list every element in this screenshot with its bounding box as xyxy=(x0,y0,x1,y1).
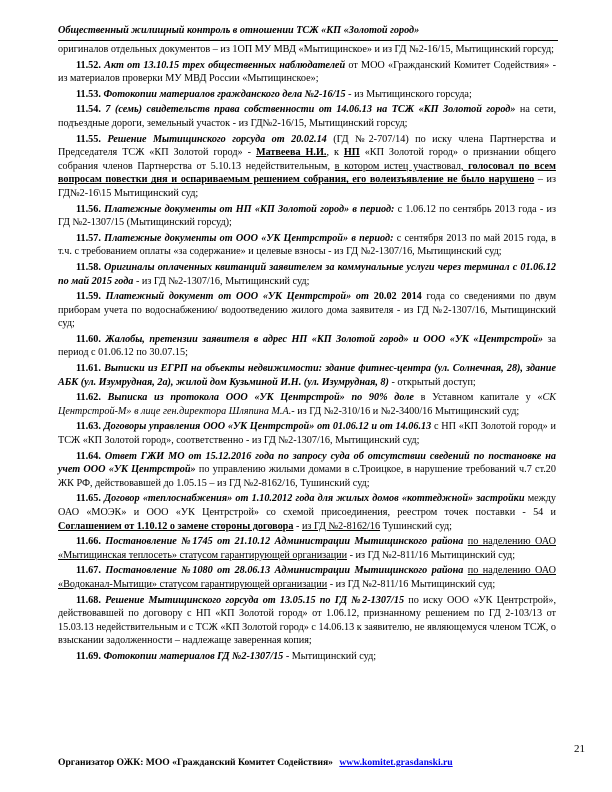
item-text: с НП «КП Золотой город» и ТСЖ «КП Золотой город», соответственно - из ГД №2-1307/16, Мытищинский суд; xyxy=(58,421,556,447)
item-text: НП xyxy=(343,147,360,159)
item-text: - из Мытищинского горсуда; xyxy=(345,88,472,100)
item-text: голосовал по всем вопросам повестки дня и оспариваемым решением собрания, его волеизъявление не было нарушено xyxy=(58,160,556,186)
item-text: от 14.06.13 на ТСЖ «КП Золотой город» xyxy=(318,104,516,116)
item-number: 11.62. xyxy=(76,392,101,404)
item-text: Акт от 13.10.15 трех общественных наблюдателей xyxy=(104,59,346,71)
list-item xyxy=(58,59,556,86)
item-text: с сентября 2013 по май 2015 года, в т.ч. с требованием оплаты «за содержание» и целевые взносы - из ГД №2-1307/16, Мытищинский суд; xyxy=(58,232,556,258)
list-item xyxy=(58,492,556,533)
list-item xyxy=(58,232,556,259)
item-number: 11.60. xyxy=(76,333,101,345)
list-item xyxy=(58,133,556,201)
list-item xyxy=(58,564,556,591)
item-text: Платежные документы от ООО «УК Центрстрой» в период: xyxy=(104,232,394,244)
item-text: - из ГД №2-811/16 Мытищинский суд; xyxy=(347,549,516,561)
item-text: - открытый доступ; xyxy=(388,376,476,388)
list-item xyxy=(58,594,556,648)
item-number: 11.58. xyxy=(76,261,101,273)
item-number: 11.54. xyxy=(76,104,101,116)
item-text: Решение Мытищинского горсуда от 20.02.14 xyxy=(107,133,327,145)
item-text: Оригиналы оплаченных квитанций заявителем за коммунальные услуги через терминал с 01.06.12 по май 2015 года xyxy=(58,261,557,287)
item-text: Фотокопии материалов ГД №2-1307/15 xyxy=(103,650,284,662)
list-item xyxy=(58,103,556,130)
item-text: между ОАО «МОЭК» и ООО «УК Центрстрой» со схемой присоединения, реестром точек поставки - 54 и xyxy=(58,493,556,518)
item-number: 11.69. xyxy=(76,650,101,662)
document-body xyxy=(58,43,556,666)
item-text: - xyxy=(293,520,302,532)
page-header: Общественный жилищный контроль в отношении ТСЖ «КП «Золотой город» xyxy=(58,24,558,41)
item-text xyxy=(101,392,108,403)
item-text: Ответ ГЖИ МО от 15.12.2016 года по запросу суда об отсутствии сведений по постановке на учет ООО «УК Центрстрой» xyxy=(58,450,556,476)
item-number: 11.64. xyxy=(76,450,101,462)
item-text: - Мытищинский суд; xyxy=(283,650,377,662)
item-text: Решение Мытищинского горсуда от 13.05.15 по ГД №2-1307/15 xyxy=(105,594,405,606)
list-item xyxy=(58,420,556,447)
item-text: с 1.06.12 по сентябрь 2013 года - из ГД №2-1307/15 (Мытищинский горсуд); xyxy=(58,203,557,229)
item-text: за период с 01.06.12 по 30.07.15; xyxy=(58,333,556,359)
item-text: СК Центрстрой-М» в лице ген.директора Шляпина М.А. xyxy=(58,392,557,417)
list-item xyxy=(58,88,556,102)
item-text: в котором истец участвовал, xyxy=(334,160,469,172)
item-text: Постановление №1080 от 28.06.13 Администрации Мытищинского района xyxy=(105,565,464,577)
item-text: Платежный документ от ООО «УК Центрстрой» от xyxy=(105,291,369,303)
item-text: - из ГД №2-310/16 и №2-3400/16 Мытищинский суд; xyxy=(291,405,520,417)
item-number: 11.61. xyxy=(76,363,101,375)
item-text: 20.02 2014 xyxy=(373,291,422,303)
item-text: Соглашением от 1.10.12 о замене стороны договора xyxy=(58,520,294,532)
page-footer xyxy=(58,757,558,768)
item-number: 11.63. xyxy=(76,421,101,433)
item-text: Выписка из протокола ООО «УК Центрстрой» по 90% доле xyxy=(107,392,414,404)
item-number: 11.68. xyxy=(76,594,101,606)
item-text: Постановление №1745 от 21.10.12 Администрации Мытищинского района xyxy=(105,536,464,548)
item-text: Выписки из ЕГРП на объекты недвижимости: здание фитнес-центра (ул. Солнечная, 28), здание АБК (ул. Изумрудная, 2а), жилой дом Кузьминой И.Н. (ул. Изумрудная, 8) xyxy=(58,363,556,388)
item-text: из ГД №2-8162/16 xyxy=(301,520,381,532)
item-number: 11.56. xyxy=(76,203,101,215)
item-number: 11.59. xyxy=(76,291,101,303)
item-text: года со сведениями по двум приборам учета по водоснабжению/ водоотведению жилого дома заявителя - из ГД №2-1307/16, Мытищинский суд; xyxy=(58,291,557,330)
item-number: 11.65. xyxy=(76,493,101,505)
list-item xyxy=(58,535,556,562)
item-text: на сети, подъездные дороги, земельный участок - из ГД№2-16/15, Мытищинский горсуд; xyxy=(58,104,557,129)
item-number: 11.57. xyxy=(76,232,101,244)
item-number: 11.66. xyxy=(76,536,101,548)
item-text: по иску ООО «УК Центрстрой», действовавшей по договору с НП «КП Золотой город» от 1.06.12, признанному решением по ГД 2-103/13 от 15.03.13 недействительным и с ТСЖ «КП Золотой город» с 14.06.13 к заявителю, не являющемуся членом ТСЖ, о взыскании задолженности – надлежаще заверенная копия; xyxy=(58,594,556,647)
item-text: – из ГД№2-16\15 Мытищинский суд; xyxy=(58,174,556,199)
item-number: 11.55. xyxy=(76,133,101,145)
list-item xyxy=(58,333,556,360)
item-text: Тушинский суд; xyxy=(380,520,452,532)
item-text: от МОО «Гражданский Комитет Содействия» - из материалов проверки МУ МВД России «Мытищинское»; xyxy=(58,59,556,85)
item-number: 11.53. xyxy=(76,88,101,100)
item-text: Договор «теплоснабжения» от 1.10.2012 года для жилых домов «коттеджной» застройки xyxy=(104,493,525,505)
item-text: Договоры управления ООО «УК Центрстрой» от 01.06.12 и от 14.06.13 xyxy=(103,421,432,433)
item-text: оригиналов отдельных документов – из 1ОП МУ МВД «Мытищинское» и из ГД №2-16/15, Мытищинский горсуд; xyxy=(58,44,554,55)
item-number: 11.52. xyxy=(76,59,101,71)
item-text: - из ГД №2-1307/16, Мытищинский суд; xyxy=(133,275,310,287)
list-item xyxy=(58,43,556,57)
list-item xyxy=(58,203,556,230)
item-number: 11.67. xyxy=(76,565,101,577)
item-text: 7 (семь) свидетельств права собственности xyxy=(105,104,315,116)
page-number: 21 xyxy=(574,743,585,755)
footer-organizer-text: Организатор ОЖК: МОО «Гражданский Комитет Содействия» xyxy=(58,757,333,768)
item-text: «КП Золотой город» о признании общего собрания членов Партнерства от 5.10.13 недействительным, xyxy=(58,147,557,172)
footer-website-link[interactable]: www.komitet.grasdanski.ru xyxy=(339,757,453,768)
item-text: в Уставном капитале у « xyxy=(413,392,543,404)
list-item xyxy=(58,391,556,418)
item-text: Фотокопии материалов гражданского дела №2-16/15 xyxy=(103,88,346,100)
item-text: по наделению ОАО «Мытищинская теплосеть» статусом гарантирующей организации xyxy=(58,536,557,561)
item-text: , к xyxy=(326,147,344,159)
item-text: Жалобы, претензии заявителя в адрес НП «КП Золотой город» и ООО «УК «Центрстрой» xyxy=(105,333,543,345)
item-text: - из ГД №2-811/16 Мытищинский суд; xyxy=(327,578,496,590)
list-item xyxy=(58,290,556,331)
item-text: (ГД №2-707/14) по иску члена Партнерства и Председателя ТСЖ «КП Золотой город» - xyxy=(58,133,557,159)
list-item xyxy=(58,650,556,664)
list-item xyxy=(58,450,556,491)
item-text: Платежные документы от НП «КП Золотой город» в период: xyxy=(104,203,395,215)
list-item xyxy=(58,362,556,389)
item-text: Матвеева Н.И. xyxy=(255,147,327,159)
item-text: по наделению ОАО «Водоканал-Мытищи» статусом гарантирующей организации xyxy=(58,565,557,590)
list-item xyxy=(58,261,556,288)
item-text: по управлению жилыми домами в с.Троицкое, в нарушение требований ч.7 ст.20 ЖК РФ, действовавшей до 1.05.15 – из ГД №2-8162/16, Тушинский суд; xyxy=(58,464,556,489)
